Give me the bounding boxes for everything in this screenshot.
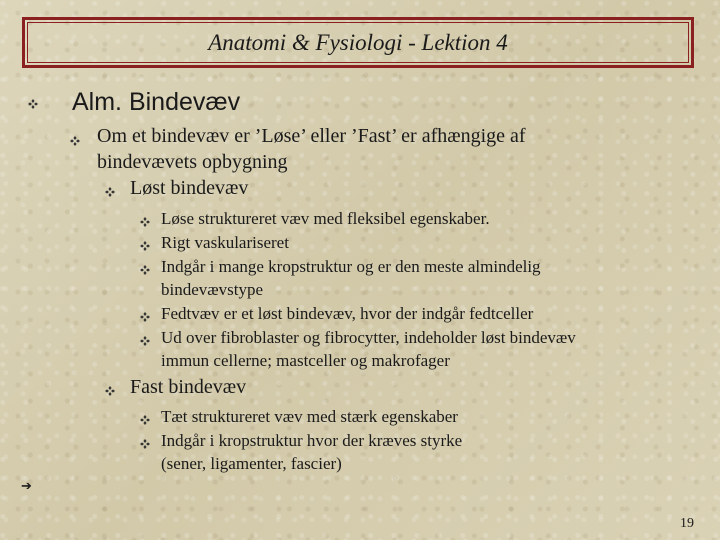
next-arrow-icon[interactable]: ➔ (21, 478, 32, 493)
bullet-icon (105, 386, 115, 396)
bullet-icon (105, 187, 115, 197)
list-item-continuation: (sener, ligamenter, fascier) (161, 454, 342, 473)
list-item: Indgår i mange kropstruktur og er den meste almindelig (161, 257, 541, 276)
bullet-icon (70, 136, 80, 146)
slide-number: 19 (680, 516, 694, 531)
section-title-loest: Løst bindevæv (130, 177, 249, 199)
list-item: Løse struktureret væv med fleksibel egenskaber. (161, 209, 490, 228)
intro-line-2: bindevævets opbygning (97, 151, 288, 173)
bullet-icon (140, 241, 150, 251)
intro-line-1: Om et bindevæv er ’Løse’ eller ’Fast’ er afhængige af (97, 125, 526, 147)
bullet-icon (28, 99, 38, 109)
bullet-icon (140, 336, 150, 346)
section-title-fast: Fast bindevæv (130, 376, 247, 398)
bullet-icon (140, 439, 150, 449)
list-item-continuation: bindevævstype (161, 280, 263, 299)
list-item: Fedtvæv er et løst bindevæv, hvor der indgår fedtceller (161, 304, 534, 323)
slide-title: Anatomi & Fysiologi - Lektion 4 (208, 29, 508, 55)
list-item: Tæt struktureret væv med stærk egenskaber (161, 407, 458, 426)
list-item: Ud over fibroblaster og fibrocytter, indeholder løst bindevæv (161, 328, 576, 347)
title-frame (22, 17, 694, 68)
list-item: Rigt vaskulariseret (161, 233, 289, 252)
bullet-icon (140, 415, 150, 425)
list-item-continuation: immun cellerne; mastceller og makrofager (161, 351, 450, 370)
bullet-icon (140, 265, 150, 275)
list-item: Indgår i kropstruktur hvor der kræves styrke (161, 431, 463, 450)
heading: Alm. Bindevæv (72, 88, 241, 116)
bullet-icon (140, 217, 150, 227)
bullet-icon (140, 312, 150, 322)
